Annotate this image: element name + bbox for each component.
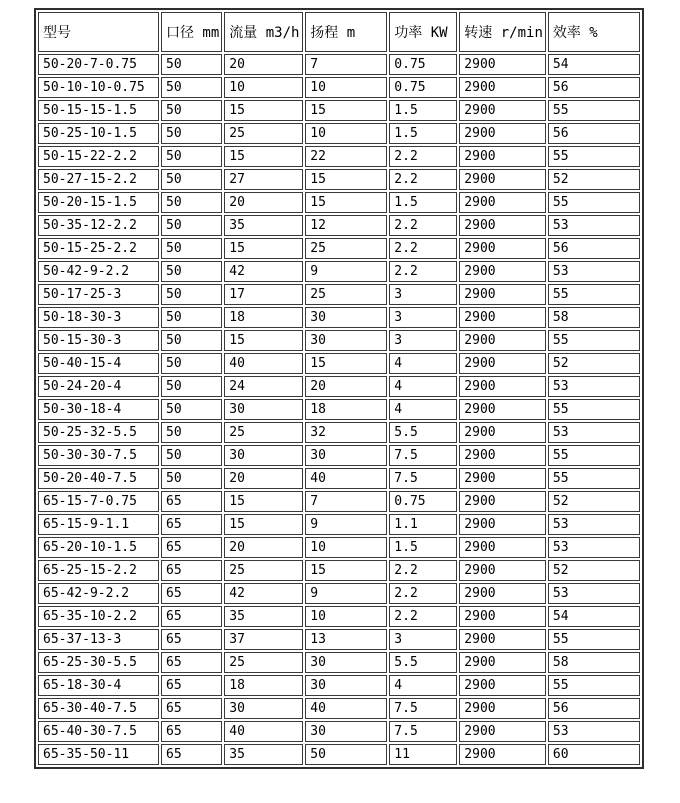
cell-head-m: 50	[305, 744, 387, 765]
cell-efficiency-pct: 52	[548, 560, 640, 581]
cell-speed-rpm: 2900	[459, 422, 546, 443]
cell-speed-rpm: 2900	[459, 698, 546, 719]
table-row	[38, 675, 640, 696]
cell-model: 50-20-7-0.75	[38, 54, 159, 75]
table-row	[38, 54, 640, 75]
cell-model: 50-10-10-0.75	[38, 77, 159, 98]
cell-model: 50-25-10-1.5	[38, 123, 159, 144]
cell-head-m: 15	[305, 169, 387, 190]
cell-head-m: 15	[305, 192, 387, 213]
cell-diameter-mm: 50	[161, 192, 222, 213]
cell-model: 65-18-30-4	[38, 675, 159, 696]
cell-efficiency-pct: 52	[548, 169, 640, 190]
cell-head-m: 25	[305, 238, 387, 259]
cell-flow-m3h: 25	[224, 652, 303, 673]
cell-speed-rpm: 2900	[459, 376, 546, 397]
cell-speed-rpm: 2900	[459, 629, 546, 650]
cell-efficiency-pct: 53	[548, 261, 640, 282]
cell-power-kw: 4	[389, 376, 457, 397]
cell-flow-m3h: 25	[224, 422, 303, 443]
cell-diameter-mm: 50	[161, 77, 222, 98]
cell-head-m: 12	[305, 215, 387, 236]
cell-head-m: 30	[305, 307, 387, 328]
cell-model: 65-25-15-2.2	[38, 560, 159, 581]
cell-speed-rpm: 2900	[459, 146, 546, 167]
cell-power-kw: 0.75	[389, 77, 457, 98]
cell-diameter-mm: 50	[161, 284, 222, 305]
cell-flow-m3h: 18	[224, 307, 303, 328]
cell-diameter-mm: 50	[161, 169, 222, 190]
column-header-flow-m3h: 流量 m3/h	[224, 12, 303, 52]
cell-power-kw: 5.5	[389, 652, 457, 673]
cell-head-m: 10	[305, 537, 387, 558]
cell-efficiency-pct: 56	[548, 698, 640, 719]
cell-model: 50-42-9-2.2	[38, 261, 159, 282]
cell-flow-m3h: 17	[224, 284, 303, 305]
table-row	[38, 698, 640, 719]
cell-efficiency-pct: 56	[548, 77, 640, 98]
cell-head-m: 15	[305, 353, 387, 374]
cell-speed-rpm: 2900	[459, 468, 546, 489]
cell-flow-m3h: 30	[224, 399, 303, 420]
cell-diameter-mm: 65	[161, 652, 222, 673]
cell-diameter-mm: 65	[161, 744, 222, 765]
cell-flow-m3h: 20	[224, 468, 303, 489]
cell-efficiency-pct: 56	[548, 123, 640, 144]
cell-efficiency-pct: 52	[548, 353, 640, 374]
table-row	[38, 192, 640, 213]
cell-speed-rpm: 2900	[459, 192, 546, 213]
cell-speed-rpm: 2900	[459, 238, 546, 259]
cell-power-kw: 11	[389, 744, 457, 765]
cell-speed-rpm: 2900	[459, 123, 546, 144]
cell-model: 50-20-15-1.5	[38, 192, 159, 213]
cell-head-m: 20	[305, 376, 387, 397]
cell-power-kw: 0.75	[389, 54, 457, 75]
cell-head-m: 9	[305, 261, 387, 282]
cell-flow-m3h: 15	[224, 100, 303, 121]
cell-efficiency-pct: 53	[548, 422, 640, 443]
cell-model: 50-27-15-2.2	[38, 169, 159, 190]
cell-head-m: 18	[305, 399, 387, 420]
cell-speed-rpm: 2900	[459, 284, 546, 305]
cell-efficiency-pct: 53	[548, 514, 640, 535]
cell-flow-m3h: 27	[224, 169, 303, 190]
cell-diameter-mm: 50	[161, 215, 222, 236]
cell-model: 50-15-22-2.2	[38, 146, 159, 167]
cell-model: 65-15-7-0.75	[38, 491, 159, 512]
cell-flow-m3h: 25	[224, 560, 303, 581]
cell-efficiency-pct: 55	[548, 629, 640, 650]
cell-model: 50-15-30-3	[38, 330, 159, 351]
cell-power-kw: 2.2	[389, 606, 457, 627]
cell-diameter-mm: 50	[161, 468, 222, 489]
cell-model: 65-20-10-1.5	[38, 537, 159, 558]
cell-model: 65-25-30-5.5	[38, 652, 159, 673]
column-header-speed-rpm: 转速 r/min	[459, 12, 546, 52]
cell-diameter-mm: 65	[161, 698, 222, 719]
cell-model: 50-40-15-4	[38, 353, 159, 374]
cell-model: 50-18-30-3	[38, 307, 159, 328]
cell-flow-m3h: 30	[224, 445, 303, 466]
cell-power-kw: 1.5	[389, 192, 457, 213]
cell-flow-m3h: 20	[224, 537, 303, 558]
cell-speed-rpm: 2900	[459, 606, 546, 627]
cell-power-kw: 4	[389, 353, 457, 374]
cell-efficiency-pct: 56	[548, 238, 640, 259]
cell-flow-m3h: 15	[224, 146, 303, 167]
cell-efficiency-pct: 54	[548, 54, 640, 75]
table-body	[38, 54, 640, 765]
cell-diameter-mm: 50	[161, 376, 222, 397]
cell-power-kw: 2.2	[389, 146, 457, 167]
cell-model: 65-42-9-2.2	[38, 583, 159, 604]
cell-power-kw: 4	[389, 675, 457, 696]
cell-diameter-mm: 50	[161, 100, 222, 121]
cell-efficiency-pct: 53	[548, 376, 640, 397]
cell-head-m: 15	[305, 560, 387, 581]
table-row	[38, 468, 640, 489]
table-row	[38, 422, 640, 443]
cell-speed-rpm: 2900	[459, 744, 546, 765]
table-row	[38, 307, 640, 328]
cell-power-kw: 3	[389, 330, 457, 351]
cell-diameter-mm: 65	[161, 675, 222, 696]
column-header-diameter-mm: 口径 mm	[161, 12, 222, 52]
cell-flow-m3h: 15	[224, 330, 303, 351]
cell-power-kw: 7.5	[389, 698, 457, 719]
column-header-efficiency-pct: 效率 %	[548, 12, 640, 52]
table-row	[38, 629, 640, 650]
table-row	[38, 261, 640, 282]
cell-efficiency-pct: 55	[548, 445, 640, 466]
cell-power-kw: 3	[389, 307, 457, 328]
cell-speed-rpm: 2900	[459, 537, 546, 558]
cell-efficiency-pct: 55	[548, 192, 640, 213]
column-header-head-m: 扬程 m	[305, 12, 387, 52]
cell-head-m: 10	[305, 606, 387, 627]
cell-head-m: 30	[305, 652, 387, 673]
cell-model: 50-17-25-3	[38, 284, 159, 305]
cell-power-kw: 5.5	[389, 422, 457, 443]
cell-flow-m3h: 15	[224, 238, 303, 259]
cell-model: 65-30-40-7.5	[38, 698, 159, 719]
table-row	[38, 77, 640, 98]
cell-model: 65-15-9-1.1	[38, 514, 159, 535]
cell-head-m: 25	[305, 284, 387, 305]
cell-head-m: 30	[305, 445, 387, 466]
cell-diameter-mm: 50	[161, 238, 222, 259]
cell-power-kw: 1.1	[389, 514, 457, 535]
cell-diameter-mm: 65	[161, 491, 222, 512]
cell-head-m: 30	[305, 675, 387, 696]
cell-model: 50-24-20-4	[38, 376, 159, 397]
cell-diameter-mm: 65	[161, 606, 222, 627]
cell-flow-m3h: 35	[224, 744, 303, 765]
cell-power-kw: 0.75	[389, 491, 457, 512]
cell-diameter-mm: 65	[161, 514, 222, 535]
cell-diameter-mm: 65	[161, 629, 222, 650]
cell-speed-rpm: 2900	[459, 77, 546, 98]
cell-head-m: 40	[305, 698, 387, 719]
cell-efficiency-pct: 55	[548, 675, 640, 696]
cell-flow-m3h: 20	[224, 54, 303, 75]
cell-power-kw: 7.5	[389, 721, 457, 742]
table-row	[38, 744, 640, 765]
cell-speed-rpm: 2900	[459, 307, 546, 328]
cell-diameter-mm: 50	[161, 261, 222, 282]
cell-power-kw: 7.5	[389, 445, 457, 466]
cell-speed-rpm: 2900	[459, 399, 546, 420]
cell-power-kw: 2.2	[389, 583, 457, 604]
cell-diameter-mm: 50	[161, 146, 222, 167]
cell-speed-rpm: 2900	[459, 353, 546, 374]
cell-diameter-mm: 65	[161, 560, 222, 581]
cell-flow-m3h: 20	[224, 192, 303, 213]
table-row	[38, 583, 640, 604]
table-header-row	[38, 12, 640, 52]
cell-speed-rpm: 2900	[459, 215, 546, 236]
cell-model: 65-37-13-3	[38, 629, 159, 650]
cell-flow-m3h: 42	[224, 583, 303, 604]
cell-power-kw: 1.5	[389, 537, 457, 558]
cell-model: 65-35-10-2.2	[38, 606, 159, 627]
cell-power-kw: 2.2	[389, 238, 457, 259]
cell-head-m: 10	[305, 123, 387, 144]
table-row	[38, 238, 640, 259]
cell-speed-rpm: 2900	[459, 721, 546, 742]
cell-speed-rpm: 2900	[459, 675, 546, 696]
table-row	[38, 376, 640, 397]
pump-spec-table	[34, 8, 644, 769]
table-row	[38, 215, 640, 236]
cell-head-m: 10	[305, 77, 387, 98]
table-row	[38, 169, 640, 190]
table-row	[38, 652, 640, 673]
table-row	[38, 100, 640, 121]
table-row	[38, 146, 640, 167]
cell-speed-rpm: 2900	[459, 652, 546, 673]
cell-efficiency-pct: 53	[548, 721, 640, 742]
cell-model: 50-35-12-2.2	[38, 215, 159, 236]
table-row	[38, 399, 640, 420]
cell-head-m: 15	[305, 100, 387, 121]
cell-flow-m3h: 25	[224, 123, 303, 144]
cell-efficiency-pct: 52	[548, 491, 640, 512]
cell-power-kw: 1.5	[389, 123, 457, 144]
cell-head-m: 40	[305, 468, 387, 489]
cell-model: 50-30-30-7.5	[38, 445, 159, 466]
cell-model: 50-25-32-5.5	[38, 422, 159, 443]
cell-speed-rpm: 2900	[459, 491, 546, 512]
cell-head-m: 7	[305, 491, 387, 512]
cell-power-kw: 2.2	[389, 261, 457, 282]
cell-efficiency-pct: 55	[548, 468, 640, 489]
cell-flow-m3h: 35	[224, 215, 303, 236]
cell-power-kw: 3	[389, 629, 457, 650]
cell-flow-m3h: 35	[224, 606, 303, 627]
cell-diameter-mm: 50	[161, 445, 222, 466]
column-header-model: 型号	[38, 12, 159, 52]
cell-head-m: 22	[305, 146, 387, 167]
cell-diameter-mm: 50	[161, 399, 222, 420]
cell-efficiency-pct: 58	[548, 307, 640, 328]
cell-model: 50-15-15-1.5	[38, 100, 159, 121]
cell-model: 65-35-50-11	[38, 744, 159, 765]
cell-flow-m3h: 10	[224, 77, 303, 98]
cell-diameter-mm: 50	[161, 307, 222, 328]
cell-flow-m3h: 15	[224, 514, 303, 535]
cell-flow-m3h: 30	[224, 698, 303, 719]
cell-speed-rpm: 2900	[459, 54, 546, 75]
cell-efficiency-pct: 55	[548, 284, 640, 305]
cell-efficiency-pct: 60	[548, 744, 640, 765]
cell-diameter-mm: 65	[161, 583, 222, 604]
cell-head-m: 9	[305, 583, 387, 604]
cell-diameter-mm: 50	[161, 123, 222, 144]
column-header-power-kw: 功率 KW	[389, 12, 457, 52]
table-row	[38, 606, 640, 627]
cell-diameter-mm: 50	[161, 330, 222, 351]
cell-diameter-mm: 50	[161, 353, 222, 374]
cell-flow-m3h: 37	[224, 629, 303, 650]
table-row	[38, 284, 640, 305]
table-row	[38, 123, 640, 144]
cell-power-kw: 2.2	[389, 560, 457, 581]
table-row	[38, 537, 640, 558]
cell-power-kw: 4	[389, 399, 457, 420]
cell-efficiency-pct: 53	[548, 537, 640, 558]
cell-speed-rpm: 2900	[459, 330, 546, 351]
cell-model: 65-40-30-7.5	[38, 721, 159, 742]
cell-diameter-mm: 65	[161, 721, 222, 742]
cell-speed-rpm: 2900	[459, 583, 546, 604]
cell-power-kw: 2.2	[389, 169, 457, 190]
cell-head-m: 9	[305, 514, 387, 535]
cell-head-m: 30	[305, 721, 387, 742]
cell-head-m: 30	[305, 330, 387, 351]
cell-flow-m3h: 40	[224, 353, 303, 374]
table-row	[38, 560, 640, 581]
cell-power-kw: 2.2	[389, 215, 457, 236]
cell-flow-m3h: 42	[224, 261, 303, 282]
cell-head-m: 32	[305, 422, 387, 443]
cell-model: 50-20-40-7.5	[38, 468, 159, 489]
cell-efficiency-pct: 55	[548, 146, 640, 167]
table-row	[38, 514, 640, 535]
cell-power-kw: 7.5	[389, 468, 457, 489]
cell-speed-rpm: 2900	[459, 560, 546, 581]
cell-efficiency-pct: 55	[548, 399, 640, 420]
cell-diameter-mm: 50	[161, 422, 222, 443]
cell-power-kw: 3	[389, 284, 457, 305]
cell-speed-rpm: 2900	[459, 514, 546, 535]
cell-flow-m3h: 15	[224, 491, 303, 512]
cell-efficiency-pct: 55	[548, 100, 640, 121]
cell-head-m: 13	[305, 629, 387, 650]
cell-efficiency-pct: 53	[548, 215, 640, 236]
cell-efficiency-pct: 53	[548, 583, 640, 604]
cell-efficiency-pct: 54	[548, 606, 640, 627]
table-row	[38, 445, 640, 466]
cell-efficiency-pct: 55	[548, 330, 640, 351]
table-row	[38, 353, 640, 374]
cell-speed-rpm: 2900	[459, 445, 546, 466]
table-row	[38, 721, 640, 742]
cell-diameter-mm: 50	[161, 54, 222, 75]
cell-head-m: 7	[305, 54, 387, 75]
cell-flow-m3h: 40	[224, 721, 303, 742]
cell-model: 50-30-18-4	[38, 399, 159, 420]
cell-model: 50-15-25-2.2	[38, 238, 159, 259]
cell-efficiency-pct: 58	[548, 652, 640, 673]
table-row	[38, 330, 640, 351]
cell-speed-rpm: 2900	[459, 100, 546, 121]
cell-diameter-mm: 65	[161, 537, 222, 558]
table-row	[38, 491, 640, 512]
cell-power-kw: 1.5	[389, 100, 457, 121]
cell-flow-m3h: 18	[224, 675, 303, 696]
cell-flow-m3h: 24	[224, 376, 303, 397]
cell-speed-rpm: 2900	[459, 261, 546, 282]
cell-speed-rpm: 2900	[459, 169, 546, 190]
